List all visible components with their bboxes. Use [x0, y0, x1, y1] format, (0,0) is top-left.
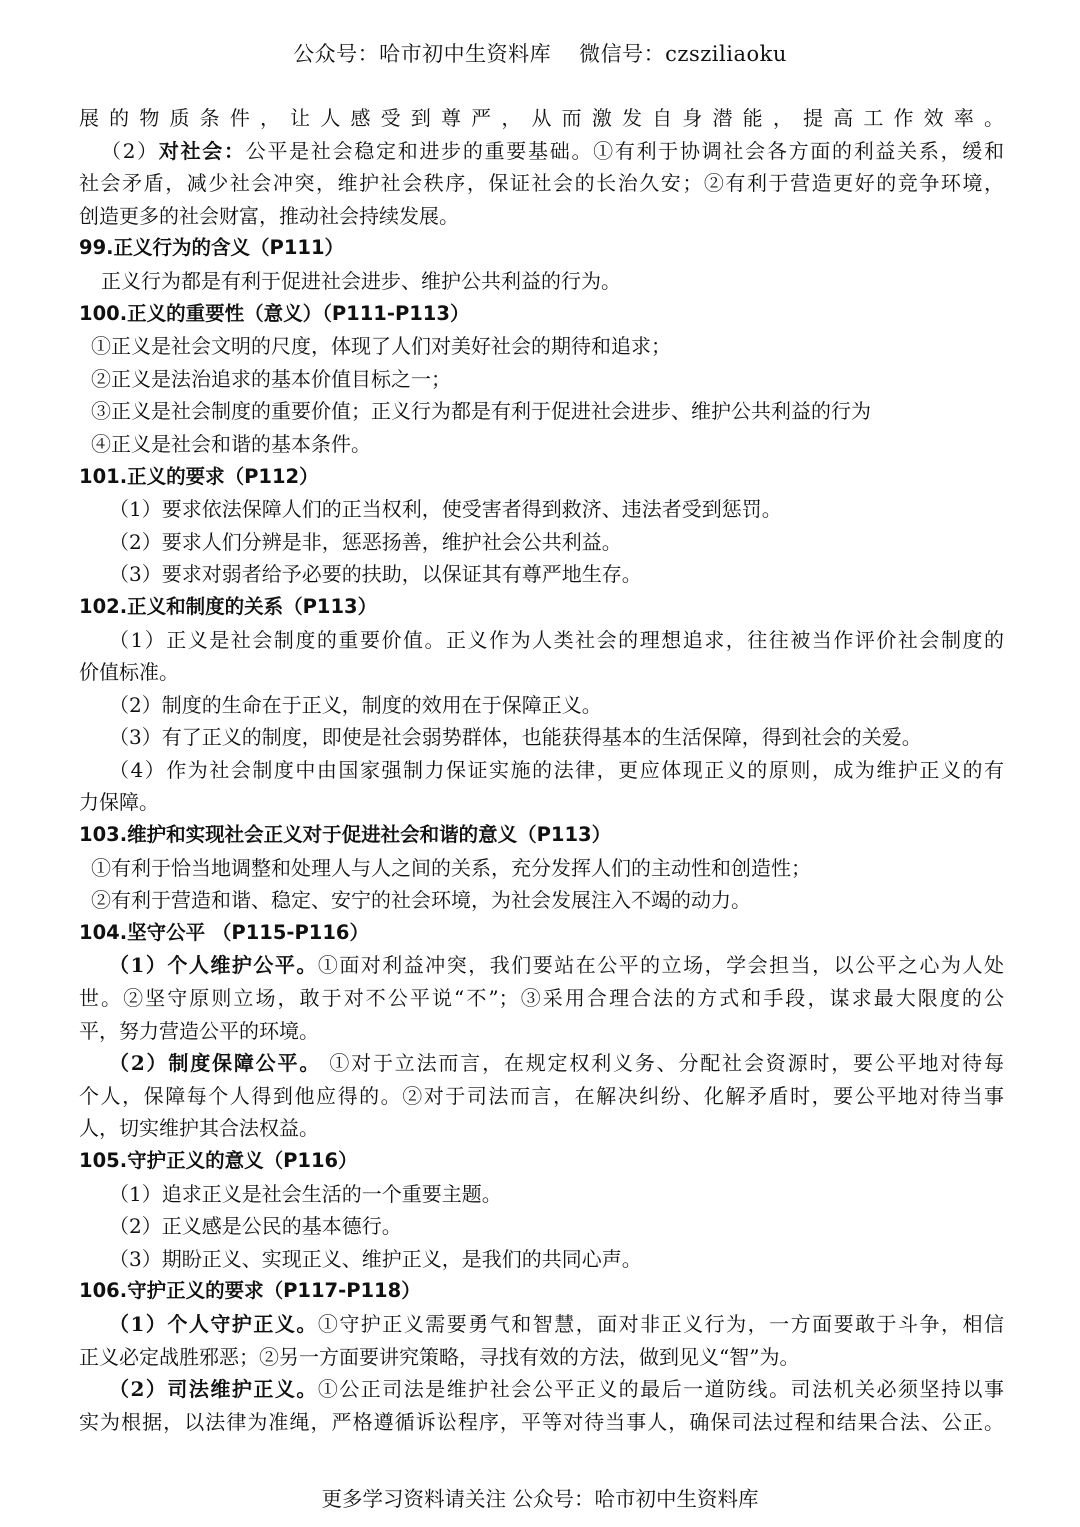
text-line: 正义必定战胜邪恶；②另一方面要讲究策略，寻找有效的方法，做到见义“智”为。 [79, 1344, 800, 1369]
text-line: 人，切实维护其合法权益。 [79, 1116, 319, 1141]
text-line: （2）司法维护正义。①公正司法是维护社会公平正义的最后一道防线。司法机关必须坚持以事 [109, 1377, 1005, 1402]
section-heading: 101.正义的要求（P112） [79, 464, 319, 488]
text-line: 创造更多的社会财富，推动社会持续发展。 [79, 203, 459, 228]
section-heading: 103.维护和实现社会正义对于促进社会和谐的意义（P113） [79, 823, 612, 847]
text-line: （1）个人守护正义。①守护正义需要勇气和智慧，面对非正义行为，一方面要敢于斗争，相信 [109, 1311, 1005, 1336]
list-item: （1）追求正义是社会生活的一个重要主题。 [109, 1181, 502, 1206]
text-line: （2）制度保障公平。 ①对于立法而言，在规定权利义务、分配社会资源时，要公平地对待每 [109, 1051, 1004, 1076]
section-heading: 105.守护正义的意义（P116） [79, 1149, 358, 1172]
list-item: （4）作为社会制度中由国家强制力保证实施的法律，更应体现正义的原则，成为维护正义的有 [109, 757, 1004, 782]
list-item: ②正义是法治追求的基本价值目标之一； [91, 366, 451, 391]
text-line: 力保障。 [79, 790, 159, 815]
list-item: （2）制度的生命在于正义，制度的效用在于保障正义。 [109, 692, 602, 717]
text-line: （2）对社会：公平是社会稳定和进步的重要基础。①有利于协调社会各方面的利益关系，缓和 [101, 138, 1005, 163]
page-header [0, 38, 1080, 68]
text-line: 个人，保障每个人得到他应得的。②对于司法而言，在解决纠纷、化解矛盾时，要公平地对待当事 [79, 1083, 1004, 1108]
section-heading: 100.正义的重要性（意义）（P111-P113） [79, 301, 470, 325]
text-line: 社会矛盾，减少社会冲突，维护社会秩序，保证社会的长治久安；②有利于营造更好的竞争环境， [79, 171, 1004, 196]
text-line: 世。②坚守原则立场，敢于对不公平说“不”；③采用合理合法的方式和手段，谋求最大限度的公 [79, 986, 1004, 1011]
list-item: ③正义是社会制度的重要价值；正义行为都是有利于促进社会进步、维护公共利益的行为 [91, 399, 871, 424]
list-item: ②有利于营造和谐、稳定、安宁的社会环境，为社会发展注入不竭的动力。 [91, 888, 751, 913]
list-item: （1）要求依法保障人们的正当权利，使受害者得到救济、违法者受到惩罚。 [109, 497, 782, 522]
text-line: 平，努力营造公平的环境。 [79, 1018, 319, 1043]
text-line: 实为根据，以法律为准绳，严格遵循诉讼程序，平等对待当事人，确保司法过程和结果合法、公正。 [79, 1409, 1004, 1434]
list-item: （2）要求人们分辨是非，惩恶扬善，维护社会公共利益。 [109, 529, 622, 554]
list-item: ④正义是社会和谐的基本条件。 [91, 431, 371, 456]
text-line: 正义行为都是有利于促进社会进步、维护公共利益的行为。 [101, 268, 621, 293]
header-public-account: 公众号：哈市初中生资料库 [293, 42, 552, 66]
list-item: ①有利于恰当地调整和处理人与人之间的关系，充分发挥人们的主动性和创造性； [91, 855, 811, 880]
list-item: （3）有了正义的制度，即使是社会弱势群体，也能获得基本的生活保障，得到社会的关爱。 [109, 725, 922, 750]
document-body [79, 102, 1004, 1438]
list-item: ①正义是社会文明的尺度，体现了人们对美好社会的期待和追求； [91, 334, 671, 359]
section-heading: 106.守护正义的要求（P117-P118） [79, 1279, 421, 1303]
text-line: （1）个人维护公平。①面对利益冲突，我们要站在公平的立场，学会担当，以公平之心为人处 [109, 953, 1005, 978]
header-wechat-id: 微信号：czsziliaoku [579, 42, 787, 66]
text-line: 价值标准。 [79, 660, 179, 685]
list-item: （1）正义是社会制度的重要价值。正义作为人类社会的理想追求，往往被当作评价社会制度的 [109, 627, 1004, 652]
text-line: 展的物质条件，让人感受到尊严，从而激发自身潜能，提高工作效率。 [79, 106, 1004, 130]
list-item: （3）要求对弱者给予必要的扶助，以保证其有尊严地生存。 [109, 562, 642, 587]
section-heading: 102.正义和制度的关系（P113） [79, 594, 378, 618]
section-heading: 99.正义行为的含义（P111） [79, 236, 345, 260]
section-heading: 104.坚守公平 （P115-P116） [79, 920, 369, 944]
page-footer: 更多学习资料请关注 公众号：哈市初中生资料库 [321, 1487, 759, 1511]
list-item: （3）期盼正义、实现正义、维护正义，是我们的共同心声。 [109, 1246, 642, 1271]
list-item: （2）正义感是公民的基本德行。 [109, 1214, 402, 1239]
